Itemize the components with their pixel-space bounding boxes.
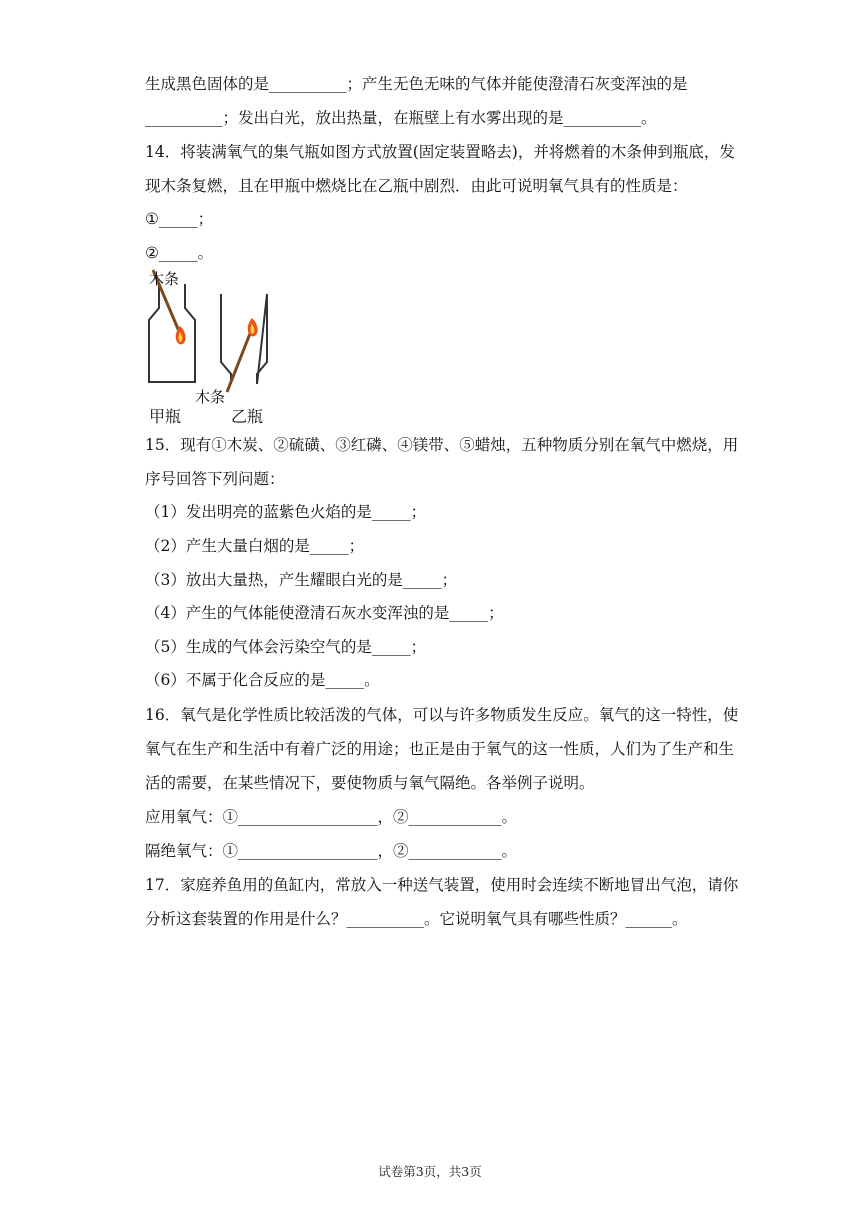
bottle-a-outline <box>149 284 195 382</box>
q16-line-1: 16．氧气是化学性质比较活泼的气体，可以与许多物质发生反应。氧气的这一特性，使 <box>145 706 739 724</box>
q15-line-1: 15．现有①木炭、②硫磺、③红磷、④镁带、⑤蜡烛，五种物质分别在氧气中燃烧，用 <box>145 436 739 454</box>
q15-sub-1: （1）发出明亮的蓝紫色火焰的是_____； <box>145 503 427 521</box>
q13-line-2: __________；发出白光，放出热量，在瓶壁上有水雾出现的是__________。 <box>145 109 657 127</box>
q13-line-1: 生成黑色固体的是__________；产生无色无味的气体并能使澄清石灰变浑浊的是 <box>145 75 688 93</box>
q15-line-2: 序号回答下列问题： <box>145 470 285 488</box>
bottle-diagram <box>145 266 271 424</box>
bottle-b-outline <box>221 294 267 384</box>
label-bottle-b: 乙瓶 <box>231 407 264 424</box>
q16-answer-apply: 应用氧气：①__________________，②____________。 <box>145 808 518 826</box>
q17-line-2: 分析这套装置的作用是什么？__________。它说明氧气具有哪些性质？______。 <box>145 910 688 928</box>
q15-sub-3: （3）放出大量热，产生耀眼白光的是_____； <box>145 571 458 589</box>
page-footer: 试卷第3页，共3页 <box>378 1164 482 1179</box>
q16-line-3: 活的需要，在某些情况下，要使物质与氧气隔绝。各举例子说明。 <box>145 774 595 792</box>
bottle-figure <box>145 266 271 424</box>
q17-line-1: 17．家庭养鱼用的鱼缸内，常放入一种送气装置，使用时会连续不断地冒出气泡，请你 <box>145 876 739 894</box>
q14-answer-2: ②_____。 <box>145 244 214 262</box>
q15-sub-4: （4）产生的气体能使澄清石灰水变浑浊的是_____； <box>145 604 504 622</box>
q15-sub-5: （5）生成的气体会污染空气的是_____； <box>145 638 427 656</box>
label-bottle-a: 甲瓶 <box>149 407 182 424</box>
q14-line-1: 14．将装满氧气的集气瓶如图方式放置(固定装置略去)，并将燃着的木条伸到瓶底，发 <box>145 143 735 161</box>
q15-sub-2: （2）产生大量白烟的是_____； <box>145 537 365 555</box>
q16-line-2: 氧气在生产和生活中有着广泛的用途；也正是由于氧气的这一性质，人们为了生产和生 <box>145 740 735 758</box>
q14-line-2: 现木条复燃，且在甲瓶中燃烧比在乙瓶中剧烈．由此可说明氧气具有的性质是： <box>145 177 688 195</box>
label-stick-bottom: 木条 <box>195 388 226 406</box>
q14-answer-1: ①_____； <box>145 210 214 228</box>
label-stick-top: 木条 <box>149 270 180 288</box>
stick-b <box>227 326 253 392</box>
q15-sub-6: （6）不属于化合反应的是_____。 <box>145 671 380 689</box>
q16-answer-isolate: 隔绝氧气：①__________________，②____________。 <box>145 842 518 860</box>
